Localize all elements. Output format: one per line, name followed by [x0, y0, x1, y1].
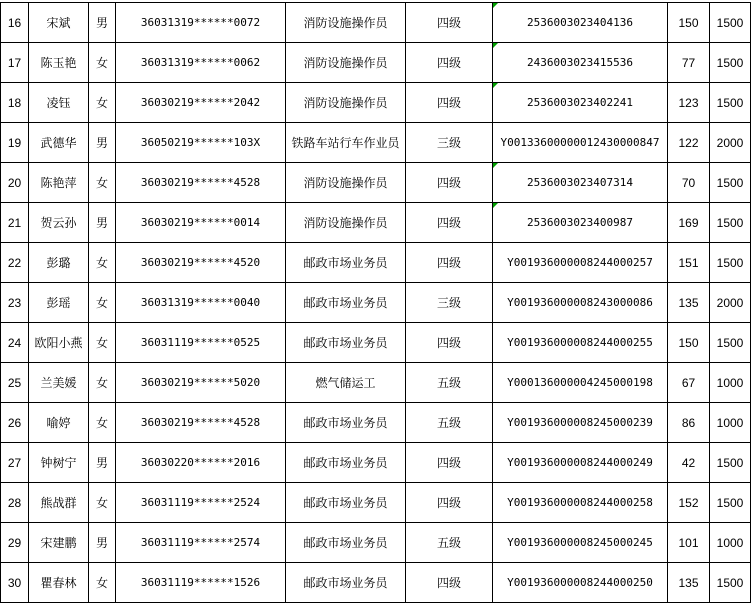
level-cell: 四级 — [406, 83, 493, 123]
table-row — [1, 123, 751, 163]
level-cell: 四级 — [406, 563, 493, 603]
row-number-cell: 30 — [1, 563, 29, 603]
id-number-cell: 36031119******0525 — [116, 323, 286, 363]
certificate-number-cell: Y001936000008244000257 — [493, 243, 668, 283]
score-cell: 152 — [668, 483, 710, 523]
occupation-cell: 邮政市场业务员 — [286, 403, 406, 443]
name-cell: 宋建鹏 — [29, 523, 89, 563]
subsidy-amount-cell: 1500 — [710, 163, 751, 203]
occupation-cell: 邮政市场业务员 — [286, 443, 406, 483]
gender-cell: 女 — [89, 163, 116, 203]
gender-cell: 女 — [89, 563, 116, 603]
level-cell: 四级 — [406, 163, 493, 203]
id-number-cell: 36030219******4528 — [116, 403, 286, 443]
score-cell: 123 — [668, 83, 710, 123]
occupation-cell: 邮政市场业务员 — [286, 323, 406, 363]
row-number-cell: 20 — [1, 163, 29, 203]
table-row — [1, 43, 751, 83]
gender-cell: 女 — [89, 323, 116, 363]
level-cell: 五级 — [406, 363, 493, 403]
id-number-cell: 36031119******2574 — [116, 523, 286, 563]
row-number-cell: 23 — [1, 283, 29, 323]
name-cell: 兰美媛 — [29, 363, 89, 403]
level-cell: 四级 — [406, 443, 493, 483]
score-cell: 101 — [668, 523, 710, 563]
table-row — [1, 363, 751, 403]
certificate-number-cell: 2436003023415536 — [493, 43, 668, 83]
subsidy-amount-cell: 1000 — [710, 523, 751, 563]
certificate-number-cell: 2536003023407314 — [493, 163, 668, 203]
subsidy-amount-cell: 1500 — [710, 203, 751, 243]
gender-cell: 女 — [89, 403, 116, 443]
level-cell: 三级 — [406, 123, 493, 163]
id-number-cell: 36031319******0072 — [116, 3, 286, 43]
subsidy-amount-cell: 1500 — [710, 443, 751, 483]
certificate-table — [0, 2, 751, 603]
comment-marker-icon — [493, 163, 498, 168]
subsidy-amount-cell: 1500 — [710, 83, 751, 123]
id-number-cell: 36030219******4528 — [116, 163, 286, 203]
subsidy-amount-cell: 1500 — [710, 483, 751, 523]
id-number-cell: 36031319******0062 — [116, 43, 286, 83]
level-cell: 四级 — [406, 323, 493, 363]
occupation-cell: 邮政市场业务员 — [286, 283, 406, 323]
gender-cell: 男 — [89, 443, 116, 483]
subsidy-amount-cell: 1000 — [710, 403, 751, 443]
certificate-number-cell: Y001936000008245000239 — [493, 403, 668, 443]
name-cell: 陈玉艳 — [29, 43, 89, 83]
score-cell: 135 — [668, 563, 710, 603]
occupation-cell: 燃气储运工 — [286, 363, 406, 403]
row-number-cell: 16 — [1, 3, 29, 43]
level-cell: 四级 — [406, 3, 493, 43]
level-cell: 四级 — [406, 243, 493, 283]
row-number-cell: 28 — [1, 483, 29, 523]
certificate-number-cell: Y001936000008243000086 — [493, 283, 668, 323]
gender-cell: 男 — [89, 203, 116, 243]
table-row — [1, 563, 751, 603]
id-number-cell: 36031119******1526 — [116, 563, 286, 603]
certificate-number-cell: Y001936000008244000258 — [493, 483, 668, 523]
level-cell: 五级 — [406, 523, 493, 563]
certificate-number-cell: 2536003023404136 — [493, 3, 668, 43]
table-row — [1, 83, 751, 123]
name-cell: 欧阳小燕 — [29, 323, 89, 363]
table-row — [1, 523, 751, 563]
name-cell: 凌钰 — [29, 83, 89, 123]
name-cell: 喻婷 — [29, 403, 89, 443]
row-number-cell: 29 — [1, 523, 29, 563]
occupation-cell: 铁路车站行车作业员 — [286, 123, 406, 163]
id-number-cell: 36030219******0014 — [116, 203, 286, 243]
name-cell: 瞿春林 — [29, 563, 89, 603]
certificate-number-cell: 2536003023400987 — [493, 203, 668, 243]
row-number-cell: 25 — [1, 363, 29, 403]
certificate-number-cell: Y001936000008244000250 — [493, 563, 668, 603]
level-cell: 四级 — [406, 43, 493, 83]
score-cell: 135 — [668, 283, 710, 323]
level-cell: 五级 — [406, 403, 493, 443]
row-number-cell: 27 — [1, 443, 29, 483]
gender-cell: 女 — [89, 283, 116, 323]
score-cell: 150 — [668, 323, 710, 363]
id-number-cell: 36030220******2016 — [116, 443, 286, 483]
subsidy-amount-cell: 1500 — [710, 243, 751, 283]
certificate-number-cell: Y000136000004245000198 — [493, 363, 668, 403]
name-cell: 熊战群 — [29, 483, 89, 523]
certificate-number-cell: Y00133600000012430000847 — [493, 123, 668, 163]
score-cell: 42 — [668, 443, 710, 483]
score-cell: 86 — [668, 403, 710, 443]
gender-cell: 男 — [89, 123, 116, 163]
score-cell: 151 — [668, 243, 710, 283]
comment-marker-icon — [493, 43, 498, 48]
level-cell: 四级 — [406, 203, 493, 243]
gender-cell: 女 — [89, 483, 116, 523]
gender-cell: 女 — [89, 43, 116, 83]
score-cell: 122 — [668, 123, 710, 163]
table-row — [1, 3, 751, 43]
score-cell: 169 — [668, 203, 710, 243]
name-cell: 彭瑶 — [29, 283, 89, 323]
subsidy-amount-cell: 2000 — [710, 283, 751, 323]
row-number-cell: 22 — [1, 243, 29, 283]
occupation-cell: 消防设施操作员 — [286, 43, 406, 83]
id-number-cell: 36050219******103X — [116, 123, 286, 163]
certificate-number-cell: Y001936000008244000255 — [493, 323, 668, 363]
row-number-cell: 24 — [1, 323, 29, 363]
id-number-cell: 36030219******5020 — [116, 363, 286, 403]
name-cell: 陈艳萍 — [29, 163, 89, 203]
occupation-cell: 邮政市场业务员 — [286, 523, 406, 563]
name-cell: 武德华 — [29, 123, 89, 163]
id-number-cell: 36031319******0040 — [116, 283, 286, 323]
occupation-cell: 消防设施操作员 — [286, 3, 406, 43]
gender-cell: 女 — [89, 243, 116, 283]
id-number-cell: 36030219******2042 — [116, 83, 286, 123]
score-cell: 70 — [668, 163, 710, 203]
occupation-cell: 邮政市场业务员 — [286, 483, 406, 523]
name-cell: 彭璐 — [29, 243, 89, 283]
gender-cell: 男 — [89, 523, 116, 563]
subsidy-amount-cell: 2000 — [710, 123, 751, 163]
subsidy-amount-cell: 1500 — [710, 3, 751, 43]
occupation-cell: 邮政市场业务员 — [286, 563, 406, 603]
subsidy-amount-cell: 1500 — [710, 43, 751, 83]
level-cell: 三级 — [406, 283, 493, 323]
occupation-cell: 消防设施操作员 — [286, 203, 406, 243]
table-row — [1, 403, 751, 443]
row-number-cell: 17 — [1, 43, 29, 83]
occupation-cell: 邮政市场业务员 — [286, 243, 406, 283]
gender-cell: 男 — [89, 3, 116, 43]
table-row — [1, 283, 751, 323]
name-cell: 钟树宁 — [29, 443, 89, 483]
row-number-cell: 26 — [1, 403, 29, 443]
row-number-cell: 18 — [1, 83, 29, 123]
comment-marker-icon — [493, 3, 498, 8]
id-number-cell: 36031119******2524 — [116, 483, 286, 523]
occupation-cell: 消防设施操作员 — [286, 163, 406, 203]
row-number-cell: 21 — [1, 203, 29, 243]
gender-cell: 女 — [89, 83, 116, 123]
subsidy-amount-cell: 1500 — [710, 563, 751, 603]
certificate-number-cell: Y001936000008245000245 — [493, 523, 668, 563]
table-row — [1, 243, 751, 283]
row-number-cell: 19 — [1, 123, 29, 163]
table-row — [1, 163, 751, 203]
subsidy-amount-cell: 1000 — [710, 363, 751, 403]
certificate-number-cell: 2536003023402241 — [493, 83, 668, 123]
occupation-cell: 消防设施操作员 — [286, 83, 406, 123]
level-cell: 四级 — [406, 483, 493, 523]
score-cell: 77 — [668, 43, 710, 83]
certificate-number-cell: Y001936000008244000249 — [493, 443, 668, 483]
score-cell: 150 — [668, 3, 710, 43]
table-row — [1, 203, 751, 243]
table-row — [1, 323, 751, 363]
comment-marker-icon — [493, 203, 498, 208]
score-cell: 67 — [668, 363, 710, 403]
table-row — [1, 483, 751, 523]
table-row — [1, 443, 751, 483]
comment-marker-icon — [493, 83, 498, 88]
name-cell: 宋斌 — [29, 3, 89, 43]
name-cell: 贺云孙 — [29, 203, 89, 243]
table-body — [1, 3, 751, 603]
id-number-cell: 36030219******4520 — [116, 243, 286, 283]
gender-cell: 女 — [89, 363, 116, 403]
subsidy-amount-cell: 1500 — [710, 323, 751, 363]
